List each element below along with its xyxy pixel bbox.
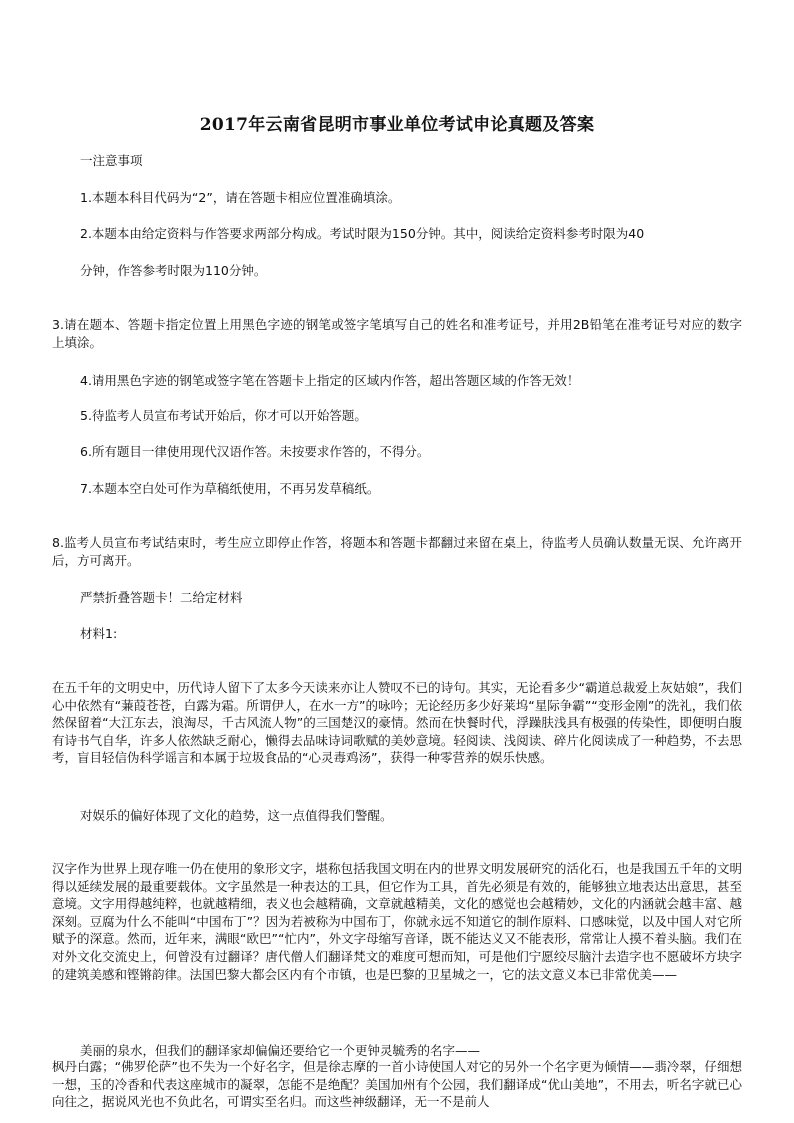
notice-heading: 一注意事项 [80,153,143,168]
note-6: 6.所有题目一律使用现代汉语作答。未按要求作答的，不得分。 [80,444,430,459]
paragraph-1: 在五千年的文明史中，历代诗人留下了太多今天读来亦让人赞叹不已的诗句。其实，无论看多少“霸道总裁爱上灰姑娘”，我们心中依然有“蒹葭苍苍，白露为霜。所谓伊人，在水一方”的咏吟；无论经历多少好莱坞“星际争霸”“变形金刚”的洗礼，我们依然保留着“大江东去，浪淘尽，千古风流人物”的三国楚汉的豪情。然而在快餐时代，浮躁肤浅具有极强的传染性，即便明白腹有诗书气自华，许多人依然缺乏耐心，懒得去品味诗词歌赋的美妙意境。轻阅读、浅阅读、碎片化阅读成了一种趋势，不去思考，盲目轻信伪科学谣言和本属于垃圾食品的“心灵毒鸡汤”，获得一种零营养的娱乐快感。 [52,680,742,766]
note-8: 8.监考人员宣布考试结束时，考生应立即停止作答，将题本和答题卡都翻过来留在桌上，待监考人员确认数量无误、允许离开后，方可离开。 [52,535,742,568]
note-1: 1.本题本科目代码为“2”，请在答题卡相应位置准确填涂。 [80,190,401,205]
paragraph-4: 美丽的泉水，但我们的翻译家却偏偏还要给它一个更钟灵毓秀的名字—— [80,1043,481,1058]
note-5: 5.待监考人员宣布考试开始后，你才可以开始答题。 [80,408,367,423]
section-line: 严禁折叠答题卡！二给定材料 [80,590,243,605]
note-3: 3.请在题本、答题卡指定位置上用黑色字迹的钢笔或签字笔填写自己的姓名和准考证号，并用2B铅笔在准考证号对应的数字上填涂。 [52,317,742,350]
note-4: 4.请用黑色字迹的钢笔或签字笔在答题卡上指定的区域内作答，超出答题区域的作答无效！ [80,373,580,388]
page-title: 2017年云南省昆明市事业单位考试申论真题及答案 [199,115,595,135]
paragraph-5: 枫丹白露；“佛罗伦萨”也不失为一个好名字，但是徐志摩的一首小诗使国人对它的另外一个名字更为倾情——翡冷翠，仔细想一想，玉的冷香和代表这座城市的凝翠，怎能不是绝配？美国加州有个公园，我们翻译成“优山美地”，不用去，听名字就已心向往之，据说风光也不负此名，可谓实至名归。而这些神级翻译，无一不是前人 [52,1059,742,1110]
note-7: 7.本题本空白处可作为草稿纸使用，不再另发草稿纸。 [80,481,380,496]
note-2-line-1: 2.本题本由给定资料与作答要求两部分构成。考试时限为150分钟。其中，阅读给定资料参考时限为40 [80,226,645,241]
paragraph-3: 汉字作为世界上现存唯一仍在使用的象形文字，堪称包括我国文明在内的世界文明发展研究的活化石，也是我国五千年的文明得以延续发展的最重要载体。文字虽然是一种表达的工具，但它作为工具，首先必须是有效的，能够独立地表达出意思，甚至意境。文字用得越纯粹，也就越精细，表义也会越精确，文章就越精美，文化的感觉也会越精妙，文化的内涵就会越丰富、越深刻。豆腐为什么不能叫“中国布丁”？因为若被称为中国布丁，你就永远不知道它的制作原料、口感味觉，以及中国人对它所赋予的深意。然而，近年来，满眼“欧巴”“忙内”，外文字母缩写音译，既不能达义又不能表形，常常让人摸不着头脑。我们在对外文化交流史上，何曾没有过翻译？唐代僧人们翻译梵文的难度可想而知，可是他们宁愿绞尽脑汁去造字也不愿破坏方块字的建筑美感和铿锵韵律。法国巴黎大都会区内有个市镇，也是巴黎的卫星城之一，它的法文意义本已非常优美—— [52,861,742,982]
material-label: 材料1: [80,626,118,641]
note-2-line-2: 分钟，作答参考时限为110分钟。 [80,263,267,278]
paragraph-2: 对娱乐的偏好体现了文化的趋势，这一点值得我们警醒。 [80,808,393,823]
